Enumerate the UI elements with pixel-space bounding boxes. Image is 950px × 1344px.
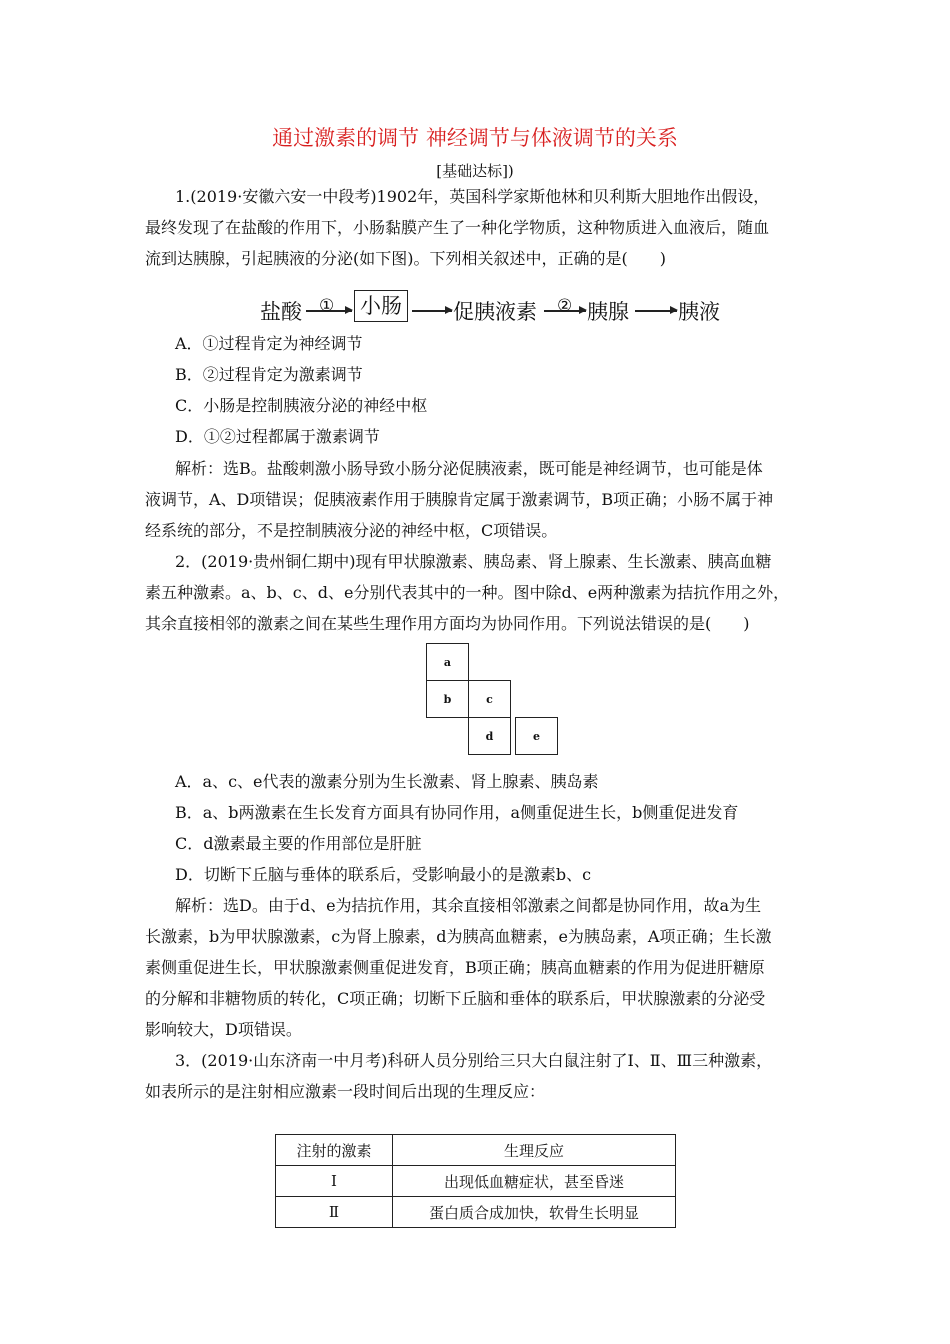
q2-analysis-3: 素侧重促进生长，甲状腺激素侧重促进发育，B项正确；胰高血糖素的作用为促进肝糖原	[145, 958, 765, 977]
grid-cell-b: b	[426, 680, 469, 718]
q2-option-b: B．a、b两激素在生长发育方面具有协同作用，a侧重促进生长，b侧重促进发育	[175, 803, 739, 822]
flow-arrow-2	[412, 310, 452, 312]
flow-node-pancreas: 胰腺	[587, 300, 629, 324]
table-header: 注射的激素	[276, 1135, 393, 1166]
q2-line-3: 其余直接相邻的激素之间在某些生理作用方面均为协同作用。下列说法错误的是( )	[145, 614, 750, 633]
q1-option-a: A．①过程肯定为神经调节	[175, 334, 363, 353]
q2-analysis-5: 影响较大，D项错误。	[145, 1020, 302, 1039]
flow-step-2: ②	[557, 296, 573, 316]
grid-cell-a: a	[426, 643, 469, 681]
flow-node-pancreatic-juice: 胰液	[678, 300, 720, 324]
q3-line-2: 如表所示的是注射相应激素一段时间后出现的生理反应：	[145, 1082, 546, 1101]
table-cell: 出现低血糖症状，甚至昏迷	[393, 1166, 676, 1197]
q2-line-2: 素五种激素。a、b、c、d、e分别代表其中的一种。图中除d、e两种激素为拮抗作用之外，	[145, 583, 790, 602]
q2-option-a: A．a、c、e代表的激素分别为生长激素、肾上腺素、胰岛素	[175, 772, 599, 791]
q1-line-2: 最终发现了在盐酸的作用下，小肠黏膜产生了一种化学物质，这种物质进入血液后，随血	[145, 218, 770, 237]
grid-cell-e: e	[515, 717, 558, 755]
q1-analysis-3: 经系统的部分，不是控制胰液分泌的神经中枢，C项错误。	[145, 521, 558, 540]
q2-analysis-1: 解析：选D。由于d、e为拮抗作用，其余直接相邻激素之间都是协同作用，故a为生	[175, 896, 762, 915]
q1-option-b: B．②过程肯定为激素调节	[175, 365, 363, 384]
q1-line-3: 流到达胰腺，引起胰液的分泌(如下图)。下列相关叙述中，正确的是( )	[145, 249, 666, 268]
q2-analysis-2: 长激素，b为甲状腺激素，c为肾上腺素，d为胰高血糖素，e为胰岛素，A项正确；生长激	[145, 927, 772, 946]
page-title: 通过激素的调节 神经调节与体液调节的关系	[272, 126, 678, 150]
table-header: 生理反应	[393, 1135, 676, 1166]
q1-option-d: D．①②过程都属于激素调节	[175, 427, 380, 446]
q1-option-c: C．小肠是控制胰液分泌的神经中枢	[175, 396, 428, 415]
flow-node-secretin: 促胰液素	[453, 300, 537, 324]
q2-line-1: 2．(2019·贵州铜仁期中)现有甲状腺激素、胰岛素、肾上腺素、生长激素、胰高血糖	[175, 552, 772, 571]
flow-node-hydrochloric-acid: 盐酸	[260, 300, 302, 324]
table-row	[276, 1166, 676, 1197]
table-cell: Ⅰ	[276, 1166, 393, 1197]
hormone-response-table	[275, 1134, 676, 1228]
section-label: [基础达标])	[436, 162, 514, 180]
q2-analysis-4: 的分解和非糖物质的转化，C项正确；切断下丘脑和垂体的联系后，甲状腺激素的分泌受	[145, 989, 766, 1008]
grid-cell-c: c	[468, 680, 511, 718]
flow-node-small-intestine: 小肠	[354, 290, 408, 322]
flow-step-1: ①	[319, 296, 335, 316]
q3-line-1: 3．(2019·山东济南一中月考)科研人员分别给三只大白鼠注射了Ⅰ、Ⅱ、Ⅲ三种激素，	[175, 1051, 773, 1070]
q2-option-d: D．切断下丘脑与垂体的联系后，受影响最小的是激素b、c	[175, 865, 592, 884]
q1-line-1: 1.(2019·安徽六安一中段考)1902年，英国科学家斯他林和贝利斯大胆地作出假设，	[175, 187, 770, 206]
table-cell: Ⅱ	[276, 1197, 393, 1228]
table-cell: 蛋白质合成加快，软骨生长明显	[393, 1197, 676, 1228]
grid-cell-d: d	[468, 717, 511, 755]
table-header-row	[276, 1135, 676, 1166]
q1-analysis-1: 解析：选B。盐酸刺激小肠导致小肠分泌促胰液素，既可能是神经调节，也可能是体	[175, 459, 763, 478]
q1-analysis-2: 液调节，A、D项错误；促胰液素作用于胰腺肯定属于激素调节，B项正确；小肠不属于神	[145, 490, 774, 509]
table-row	[276, 1197, 676, 1228]
q2-option-c: C．d激素最主要的作用部位是肝脏	[175, 834, 422, 853]
flow-arrow-4	[635, 310, 677, 312]
